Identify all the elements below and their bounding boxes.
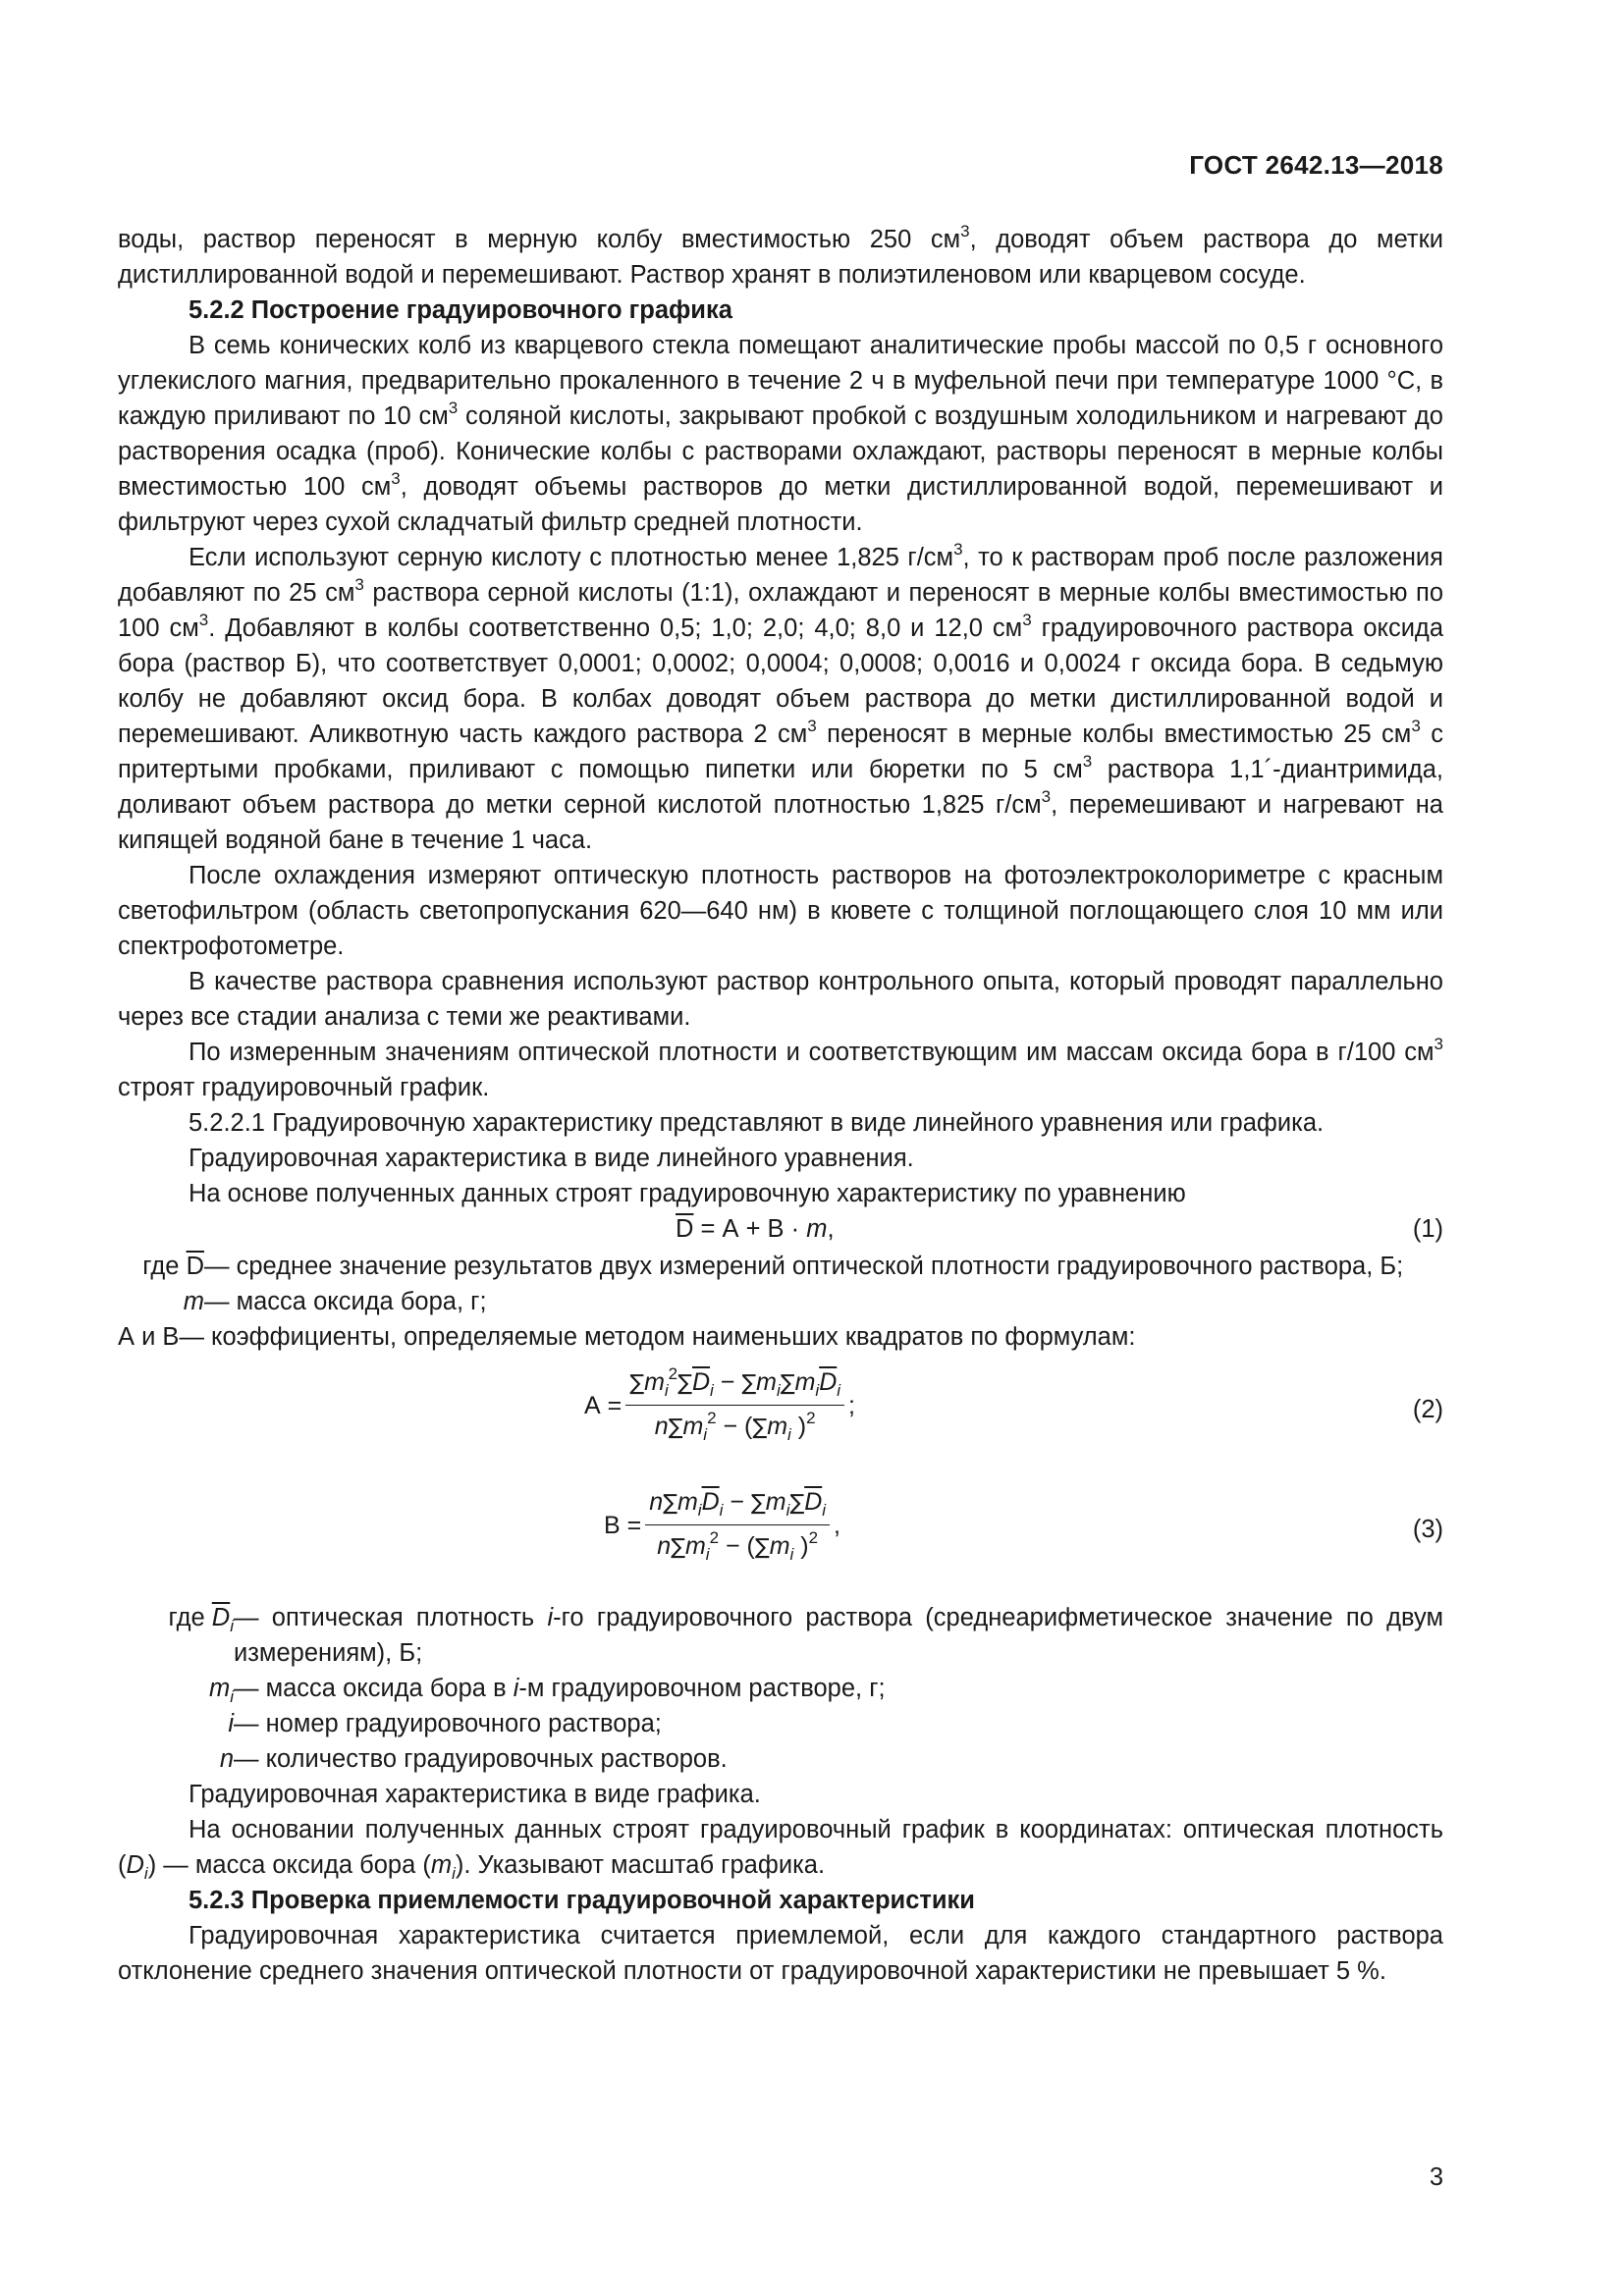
legend-item: i — номер градуировочного раствора; [228, 1710, 662, 1737]
paragraph: На основании полученных данных строят градуировочный график в координатах: оптическая плотность $(D_i)$ — масса оксида бора $(m_i)$. Указывают масштаб графика. [118, 1816, 1443, 1883]
paragraph: Градуировочная характеристика считается приемлемой, если для каждого стандартного раствора отклонение среднего значения оптической плотности от градуировочной характеристики не превышает 5 %. [118, 1922, 1443, 1985]
paragraph: 5.2.2.1 Градуировочную характеристику представляют в виде линейного уравнения или графика. [189, 1109, 1325, 1137]
legend-item: $m_i$ — масса оксида бора в i-м градуировочном растворе, г; [208, 1675, 886, 1706]
paragraph: В качестве раствора сравнения используют раствор контрольного опыта, который проводят параллельно через все стадии анализа с теми же реактивами. [118, 968, 1443, 1031]
equation-1: $\overline{D} = А + В \cdot m$, (1) [118, 1211, 1443, 1249]
paragraph: По измеренным значениям оптической плотности и соответствующим им массам оксида бора в г/100 $см^3$ строят градуировочный график. [118, 1035, 1443, 1101]
legend-item: где $\overline{D}_i$ — оптическая плотность i-го градуировочного раствора (среднеарифметическое значение по двум измерениям), Б; [168, 1604, 1443, 1667]
equation-number: (1) [1412, 1215, 1443, 1243]
paragraph-intro: воды, раствор переносят в мерную колбу вместимостью 250 $см^3$, доводят объем раствора до метки дистиллированной водой и перемешивают. Раствор хранят в полиэтиленовом или кварцевом сосуде. [118, 222, 1444, 289]
equation-number: (2) [1412, 1396, 1443, 1423]
legend-item: где $\overline{D}$ — среднее значение результатов двух измерений оптической плотности градуировочного раствора, Б; [142, 1253, 1404, 1280]
paragraph: После охлаждения измеряют оптическую плотность растворов на фотоэлектроколориметре с красным светофильтром (область светопропускания 620—640 нм) в кювете с толщиной поглощающего слоя 10 мм или спектрофотометре. [118, 862, 1443, 960]
legend-item: А и В — коэффициенты, определяемые методом наименьших квадратов по формулам: [118, 1323, 1136, 1351]
legend-item: n — количество градуировочных растворов. [219, 1745, 728, 1773]
page-number: 3 [1429, 2163, 1443, 2191]
paragraph: Если используют серную кислоту с плотностью менее 1,825 $г/см^3$, то к растворам проб после разложения добавляют по 25 $см^3$ раствора серной кислоты (1:1), охлаждают и переносят в мерные колбы вместимостью по 100 $см^3$. Добавляют в колбы соответственно 0,5; 1,0; 2,0; 4,0; 8,0 и 12,0 $см^3$ градуировочного раствора оксида бора (раствор Б), что соответствует 0,0001; 0,0002; 0,0004; 0,0008; 0,0016 и 0,0024 г оксида бора. В седьмую колбу не добавляют оксид бора. В колбах доводят объем раствора до метки дистиллированной водой и перемешивают. Аликвотную часть каждого раствора 2 $см^3$ переносят в мерные колбы вместимостью 25 $см^3$ с притертыми пробками, приливают с помощью пипетки или бюретки по 5 $см^3$ раствора 1,1´-диантримида, доливают объем раствора до метки серной кислотой плотностью 1,825 $г/см^3$, перемешивают и нагревают на кипящей водяной бане в течение 1 часа. [118, 540, 1443, 854]
legend-item: m — масса оксида бора, г; [183, 1288, 487, 1315]
paragraph: На основе полученных данных строят градуировочную характеристику по уравнению [189, 1180, 1186, 1207]
equation-3: В = $\frac{n\sum m_i\overline{D}_i - \sum m_i\sum\overline{D}_i}{n\sum m_i^2 - (\sum m_i )^2}$ , (3) [118, 1474, 1443, 1594]
paragraph: В семь конических колб из кварцевого стекла помещают аналитические пробы массой по 0,5 г основного углекислого магния, предварительно прокаленного в течение 2 ч в муфельной печи при температуре 1000 °С, в каждую приливают по 10 $см^3$ соляной кислоты, закрывают пробкой с воздушным холодильником и нагревают до растворения осадка (проб). Конические колбы с растворами охлаждают, растворы переносят в мерные колбы вместимостью 100 $см^3$, доводят объемы растворов до метки дистиллированной водой, перемешивают и фильтруют через сухой складчатый фильтр средней плотности. [118, 332, 1443, 536]
section-heading-5-2-3: 5.2.3 Проверка приемлемости градуировочной характеристики [189, 1887, 975, 1914]
section-heading-5-2-2: 5.2.2 Построение градуировочного графика [189, 296, 732, 324]
paragraph: Градуировочная характеристика в виде линейного уравнения. [189, 1145, 914, 1172]
document-header: ГОСТ 2642.13—2018 [1189, 150, 1443, 180]
paragraph: Градуировочная характеристика в виде графика. [189, 1781, 761, 1808]
document-body [118, 222, 1443, 1989]
equation-2: А = $\frac{\sum m_i^2\sum\overline{D}_i - \sum m_i\sum m_i\overline{D}_i}{n\sum m_i^2 - (\sum m_i )^2}$ ; (2) [584, 1364, 1443, 1444]
equation-number: (3) [1412, 1516, 1443, 1543]
